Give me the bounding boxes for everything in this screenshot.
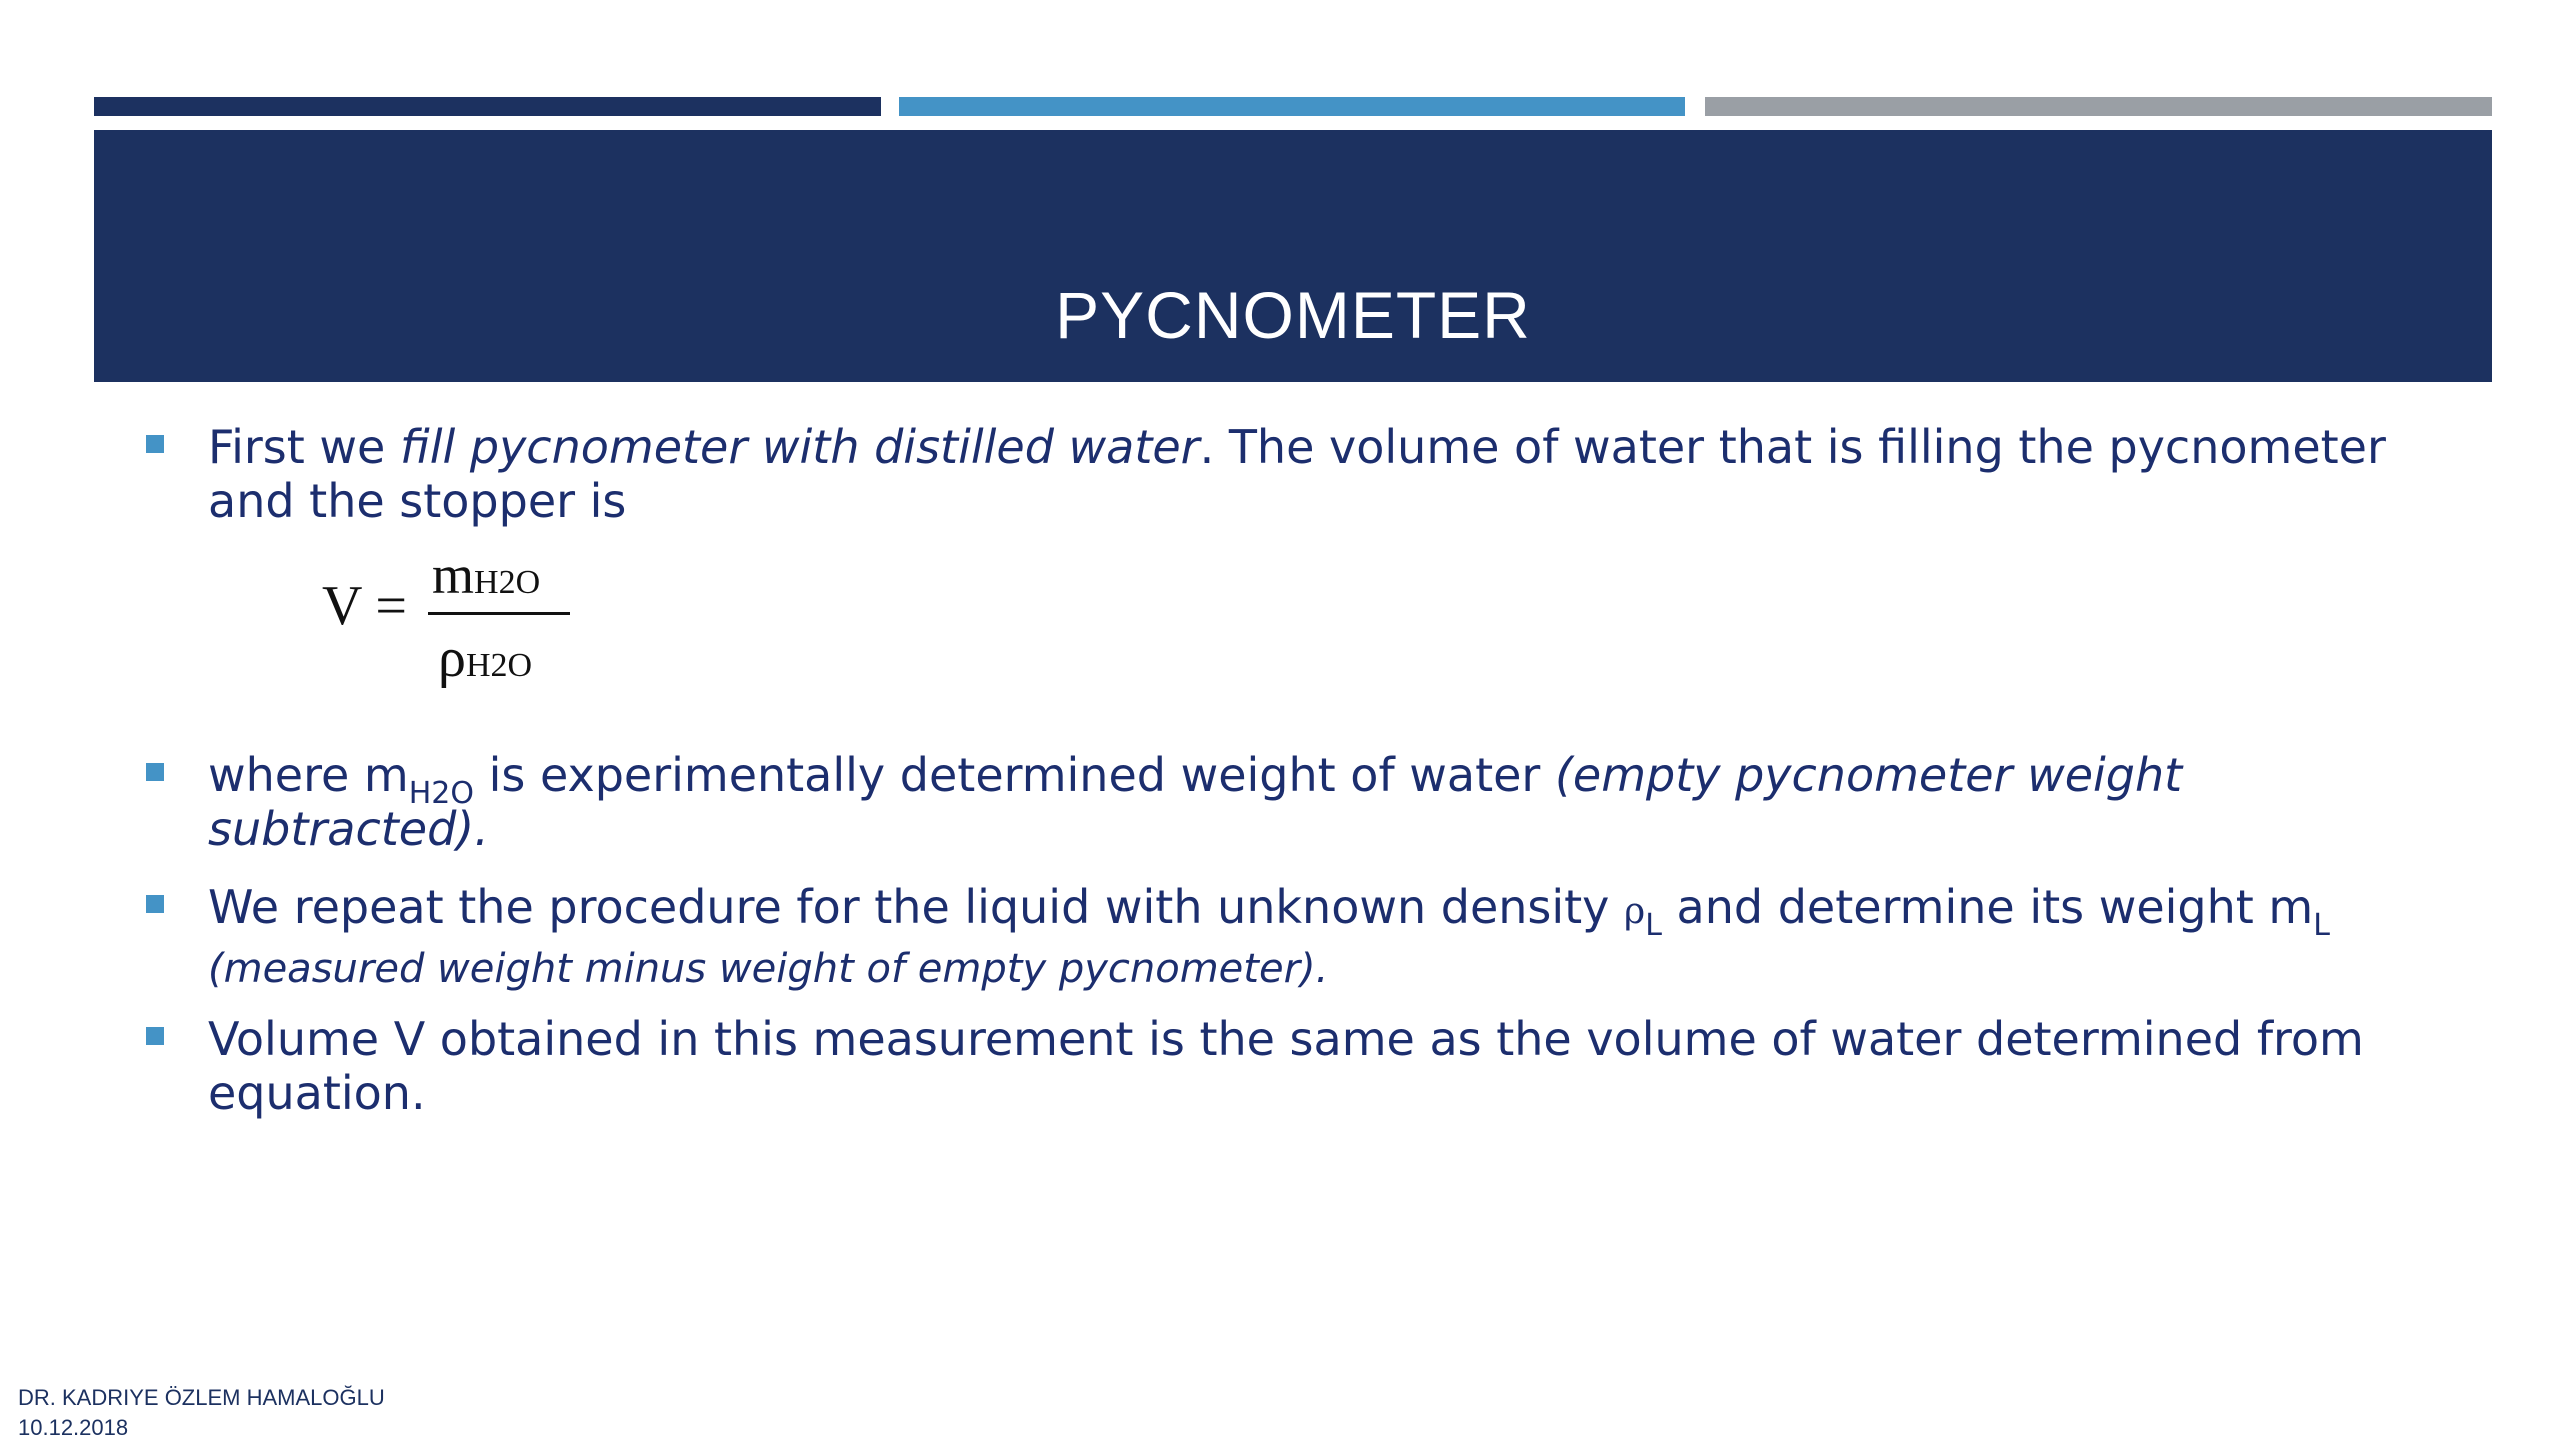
bullet-2-italic: (empty pycnometer weight subtracted). [208,748,2183,856]
bullet-1-italic: fill pycnometer with distilled water [399,420,1200,474]
bullet-text-2 [208,748,2438,856]
bullet-3-pre: We repeat the procedure for the liquid with unknown density [208,880,1625,934]
formula-numerator [432,545,541,605]
bullet-text-1 [208,420,2438,528]
bullet-3-rho-sub: L [1645,908,1662,943]
footer-date: 10.12.2018 [18,1415,129,1440]
slide-footer [18,1383,385,1443]
bullet-2-post: is experimentally determined weight of water [473,748,1555,802]
fraction-line [428,612,570,615]
bullet-3-m-sub: L [2313,908,2330,943]
bullet-2-pre: where m [208,748,409,802]
bullet-text-3 [208,880,2438,996]
square-bullet-icon [146,435,164,453]
bullet-3-rho: ρ [1624,891,1646,932]
formula-den-symbol: ρ [438,627,466,689]
square-bullet-icon [146,1027,164,1045]
bullet-1-pre: First we [208,420,400,474]
formula-denominator [438,627,533,689]
footer-author: DR. KADRIYE ÖZLEM HAMALOĞLU [18,1385,385,1410]
bullet-text-4: Volume V obtained in this measurement is the same as the volume of water determined from equation. [208,1012,2364,1120]
bullet-2-sub: H2O [408,776,474,811]
formula-num-sub: H2O [474,564,541,601]
formula-num-symbol: m [432,545,475,605]
bullet-3-italic: (measured weight minus weight of empty pycnometer). [208,946,1329,992]
bullet-3-mid: and determine its weight m [1661,880,2314,934]
square-bullet-icon [146,763,164,781]
volume-formula [322,545,582,698]
formula-den-sub: H2O [465,647,533,684]
square-bullet-icon [146,895,164,913]
bullet-1-post: . The volume of water that is filling the pycnometer and the stopper is [208,420,2386,528]
formula-lhs: V = [322,575,408,637]
slide-title: PYCNOMETER [1055,278,1531,352]
